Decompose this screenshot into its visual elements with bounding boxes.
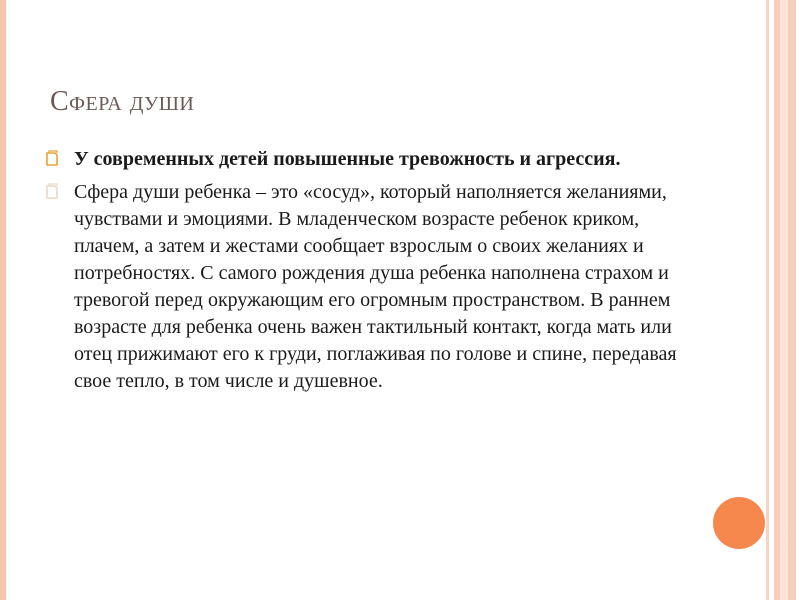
bullet-item [44,179,694,395]
bullet-list [44,146,694,401]
slide-title: Сфера души [50,86,195,117]
bullet-text: Сфера души ребенка – это «сосуд», который наполняется желаниями, чувствами и эмоциями. В младенческом возрасте ребенок криком, плачем, а затем и жестами сообщает взрослым о своих желаниях и потребностях. С самого рождения душа ребенка наполнена страхом и тревогой перед окружающим его огромным пространством. В раннем возрасте для ребенка очень важен тактильный контакт, когда мать или отец прижимают его к груди, поглаживая по голове и спине, передавая свое тепло, в том числе и душевное. [74,181,677,392]
bullet-square-icon [44,150,60,168]
right-border-inner-stripe [780,0,788,600]
left-border-decoration [0,0,6,600]
bullet-text: У современных детей повышенные тревожность и агрессия. [74,148,621,170]
right-border-line [766,0,769,600]
bullet-item [44,146,694,173]
bullet-square-icon [44,183,60,201]
accent-circle-decoration [713,497,765,549]
